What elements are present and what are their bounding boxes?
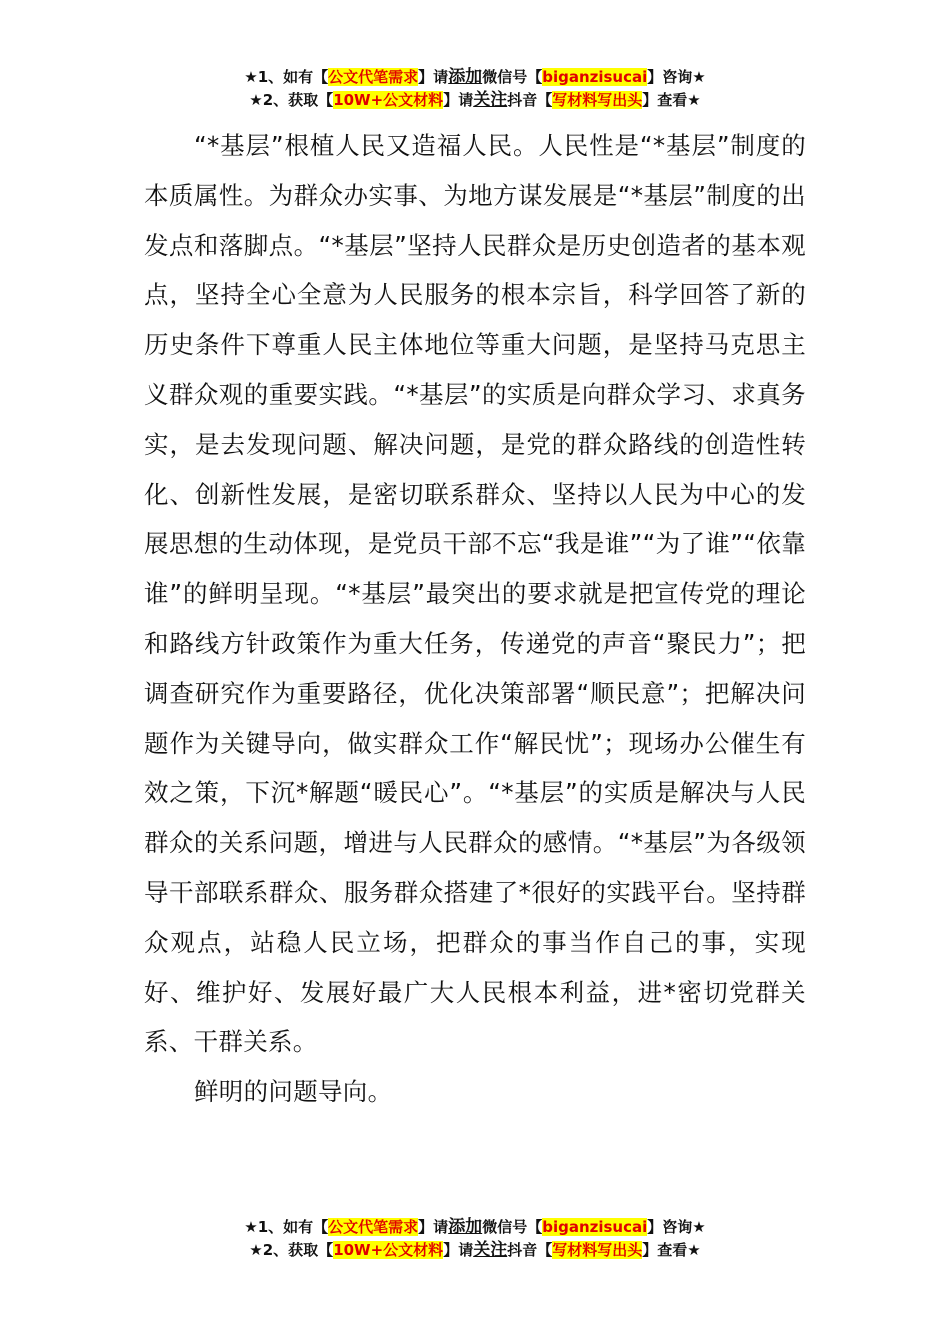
banner-emphasis: 关注 bbox=[473, 90, 508, 110]
highlight-wechat-id: biganzisucai bbox=[542, 1218, 648, 1236]
banner-line-1 bbox=[0, 66, 950, 89]
body-paragraph-1: “*基层”根植人民又造福人民。人民性是“*基层”制度的本质属性。为群众办实事、为地方谋发展是“*基层”制度的出发点和落脚点。“*基层”坚持人民群众是历史创造者的基本观点，坚持全心全意为人民服务的根本宗旨，科学回答了新的历史条件下尊重人民主体地位等重大问题，是坚持马克思主义群众观的重要实践。“*基层”的实质是向群众学习、求真务实，是去发现问题、解决问题，是党的群众路线的创造性转化、创新性发展，是密切联系群众、坚持以人民为中心的发展思想的生动体现，是党员干部不忘“我是谁”“为了谁”“依靠谁”的鲜明呈现。“*基层”最突出的要求就是把宣传党的理论和路线方针政策作为重大任务，传递党的声音“聚民力”；把调查研究作为重要路径，优化决策部署“顺民意”；把解决问题作为关键导向，做实群众工作“解民忧”；现场办公催生有效之策，下沉*解题“暖民心”。“*基层”的实质是解决与人民群众的关系问题，增进与人民群众的感情。“*基层”为各级领导干部联系群众、服务群众搭建了*很好的实践平台。坚持群众观点，站稳人民立场，把群众的事当作自己的事，实现好、维护好、发展好最广大人民根本利益，进*密切党群关系、干群关系。 bbox=[144, 131, 806, 1057]
banner-text: 】查看★ bbox=[642, 91, 701, 109]
highlight-douyin-account: 写材料写出头 bbox=[552, 1241, 643, 1259]
banner-text: 】咨询★ bbox=[647, 1218, 706, 1236]
banner-line-1 bbox=[0, 1216, 950, 1239]
banner-emphasis: 关注 bbox=[473, 1240, 508, 1260]
highlight-douyin-account: 写材料写出头 bbox=[552, 91, 643, 109]
banner-text: 】请 bbox=[418, 68, 449, 86]
banner-emphasis: 添加 bbox=[448, 1217, 483, 1237]
highlight-materials: 10W+公文材料 bbox=[333, 1241, 444, 1259]
banner-text: 抖音【 bbox=[507, 1241, 553, 1259]
highlight-service: 公文代笔需求 bbox=[328, 68, 419, 86]
footer-banner bbox=[0, 1216, 950, 1262]
highlight-materials: 10W+公文材料 bbox=[333, 91, 444, 109]
banner-text: 微信号【 bbox=[482, 68, 543, 86]
banner-text: 抖音【 bbox=[507, 91, 553, 109]
banner-text: ★2、获取【 bbox=[249, 1241, 334, 1259]
banner-text: ★2、获取【 bbox=[249, 91, 334, 109]
banner-text: ★1、如有【 bbox=[244, 68, 329, 86]
banner-text: 】请 bbox=[443, 1241, 474, 1259]
banner-text: 微信号【 bbox=[482, 1218, 543, 1236]
body-paragraph-2: 鲜明的问题导向。 bbox=[194, 1077, 393, 1107]
highlight-service: 公文代笔需求 bbox=[328, 1218, 419, 1236]
document-body bbox=[144, 121, 806, 1117]
banner-text: 】请 bbox=[418, 1218, 449, 1236]
header-banner bbox=[0, 66, 950, 112]
highlight-wechat-id: biganzisucai bbox=[542, 68, 648, 86]
banner-text: 】查看★ bbox=[642, 1241, 701, 1259]
banner-emphasis: 添加 bbox=[448, 67, 483, 87]
banner-text: ★1、如有【 bbox=[244, 1218, 329, 1236]
banner-text: 】请 bbox=[443, 91, 474, 109]
banner-line-2 bbox=[0, 1239, 950, 1262]
banner-text: 】咨询★ bbox=[647, 68, 706, 86]
banner-line-2 bbox=[0, 89, 950, 112]
